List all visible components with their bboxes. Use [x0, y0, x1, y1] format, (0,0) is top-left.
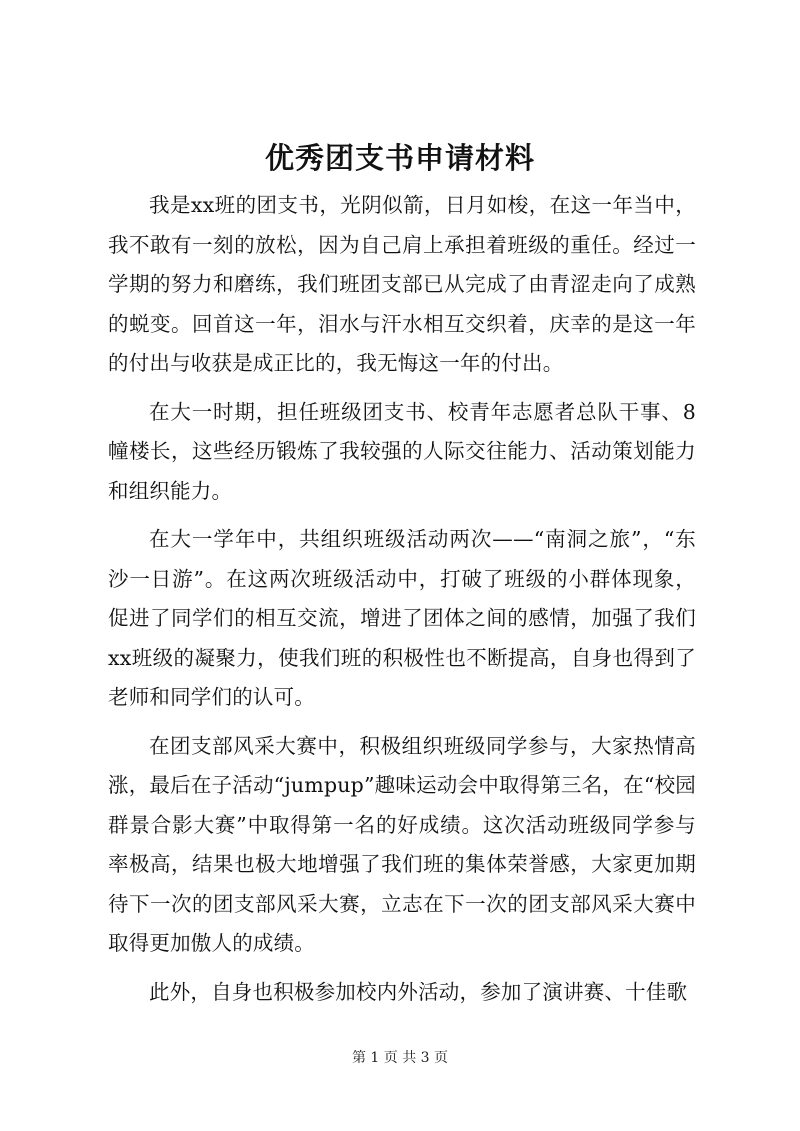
document-title: 优秀团支书申请材料 [264, 141, 535, 175]
paragraph-1: 我是xx班的团支书，光阴似箭，日月如梭，在这一年当中，我不敢有一刻的放松，因为自己肩上承担着班级的重任。经过一学期的努力和磨练，我们班团支部已从完成了由青涩走向了成熟的蜕变。回首这一年，泪水与汗水相互交织着，庆幸的是这一年的付出与收获是成正比的，我无悔这一年的付出。 [108, 193, 696, 375]
paragraph-4: 在团支部风采大赛中，积极组织班级同学参与，大家热情高涨，最后在子活动“jumpup”趣味运动会中取得第三名，在“校园群景合影大赛”中取得第一名的好成绩。这次活动班级同学参与率极高，结果也极大地增强了我们班的集体荣誉感，大家更加期待下一次的团支部风采大赛，立志在下一次的团支部风采大赛中取得更加傲人的成绩。 [108, 733, 696, 955]
document-body [108, 186, 696, 1021]
page-footer: 第 1 页 共 3 页 [351, 1050, 449, 1066]
paragraph-2: 在大一时期，担任班级团支书、校青年志愿者总队干事、8幢楼长，这些经历锻炼了我较强的人际交往能力、活动策划能力和组织能力。 [108, 399, 696, 503]
paragraph-3: 在大一学年中，共组织班级活动两次——“南洞之旅”，“东沙一日游”。在这两次班级活动中，打破了班级的小群体现象，促进了同学们的相互交流，增进了团体之间的感情，加强了我们xx班级的凝聚力，使我们班的积极性也不断提高，自身也得到了老师和同学们的认可。 [108, 527, 696, 709]
paragraph-5: 此外，自身也积极参加校内外活动，参加了演讲赛、十佳歌 [149, 979, 688, 1004]
